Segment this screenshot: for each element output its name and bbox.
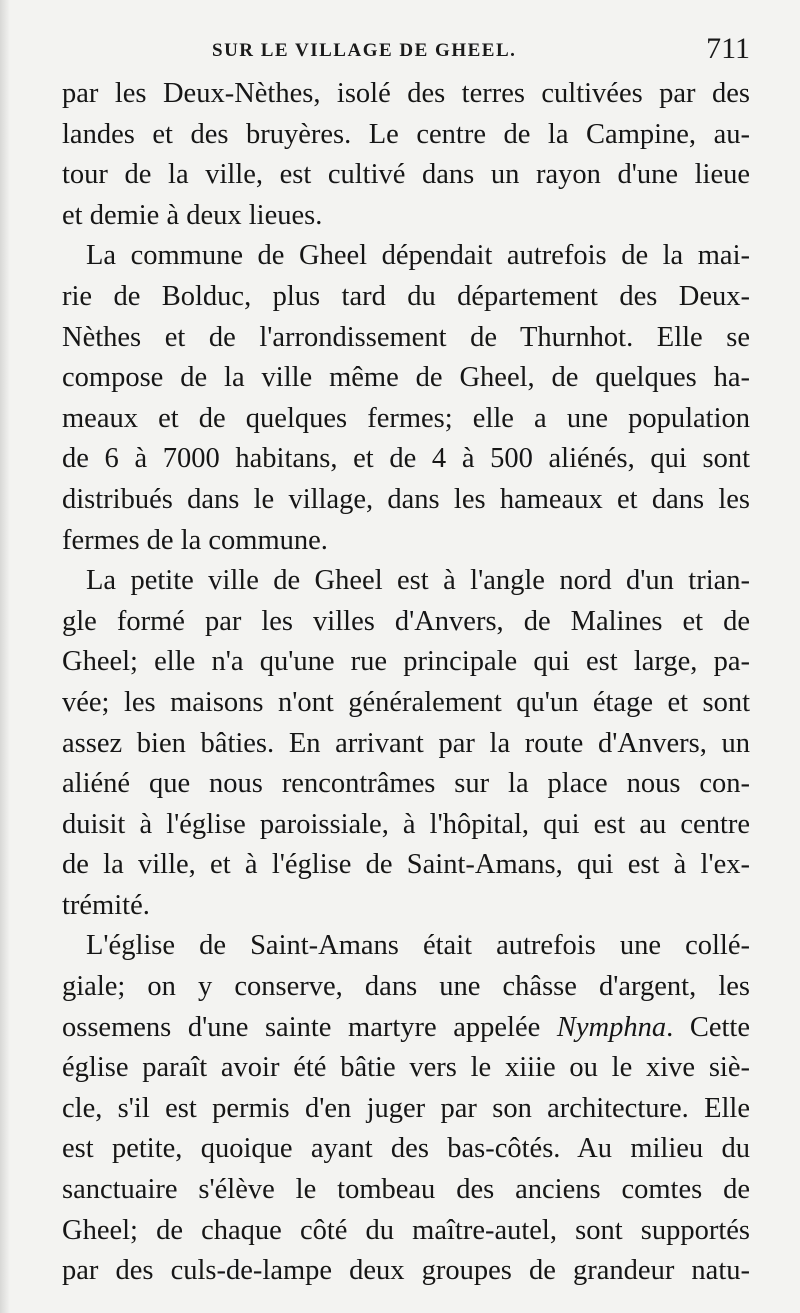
text-line: duisit à l'église paroissiale, à l'hôpital, qui est au centre xyxy=(62,808,750,840)
text-line: rie de Bolduc, plus tard du département des Deux- xyxy=(62,280,750,312)
text-line: landes et des bruyères. Le centre de la Campine, au- xyxy=(62,118,750,150)
text-line: par des culs-de-lampe deux groupes de grandeur natu- xyxy=(62,1255,750,1287)
text-line: L'église de Saint-Amans était autrefois une collé- xyxy=(86,930,750,962)
text-line: meaux et de quelques fermes; elle a une population xyxy=(62,402,750,434)
running-head xyxy=(62,30,750,70)
text-line: Gheel; elle n'a qu'une rue principale qui est large, pa- xyxy=(62,646,750,678)
text-line: fermes de la commune. xyxy=(62,524,328,556)
text-line: Gheel; de chaque côté du maître-autel, sont supportés xyxy=(62,1214,750,1246)
text-line: La commune de Gheel dépendait autrefois de la mai- xyxy=(86,240,750,272)
page-number: 711 xyxy=(706,32,750,65)
running-title: SUR LE VILLAGE DE GHEEL. xyxy=(212,40,517,61)
body-text xyxy=(62,74,750,1292)
text-line: assez bien bâties. En arrivant par la route d'Anvers, un xyxy=(62,727,750,759)
text-segment: ossemens d'une sainte martyre appelée xyxy=(62,1011,557,1043)
text-line-with-italic xyxy=(62,1008,750,1049)
paragraph-3 xyxy=(62,561,750,926)
text-line: église paraît avoir été bâtie vers le xiiie ou le xive siè- xyxy=(62,1052,750,1084)
paragraph-4 xyxy=(62,926,750,1291)
italic-name: Nymphna xyxy=(556,1011,667,1043)
text-line: par les Deux-Nèthes, isolé des terres cultivées par des xyxy=(62,78,750,109)
paragraph-2 xyxy=(62,236,750,561)
text-line: cle, s'il est permis d'en juger par son architecture. Elle xyxy=(62,1092,750,1124)
paragraph-1 xyxy=(62,74,750,236)
text-line: trémité. xyxy=(62,889,150,921)
text-line: de la ville, et à l'église de Saint-Amans, qui est à l'ex- xyxy=(62,849,750,881)
text-line: La petite ville de Gheel est à l'angle nord d'un trian- xyxy=(86,565,750,597)
text-line: vée; les maisons n'ont généralement qu'un étage et sont xyxy=(62,686,750,718)
text-line: et demie à deux lieues. xyxy=(62,199,323,231)
text-line: gle formé par les villes d'Anvers, de Malines et de xyxy=(62,605,750,637)
text-line: est petite, quoique ayant des bas-côtés. Au milieu du xyxy=(62,1133,750,1165)
text-line: compose de la ville même de Gheel, de quelques ha- xyxy=(62,362,750,394)
text-line: distribués dans le village, dans les hameaux et dans les xyxy=(62,483,750,515)
text-line: giale; on y conserve, dans une châsse d'argent, les xyxy=(62,971,750,1003)
text-line: de 6 à 7000 habitans, et de 4 à 500 aliénés, qui sont xyxy=(62,443,750,475)
text-line: sanctuaire s'élève le tombeau des anciens comtes de xyxy=(62,1174,750,1206)
text-segment: . Cette xyxy=(666,1011,750,1043)
text-line: aliéné que nous rencontrâmes sur la place nous con- xyxy=(62,768,750,800)
text-line: Nèthes et de l'arrondissement de Thurnhot. Elle se xyxy=(62,321,750,353)
text-line: tour de la ville, est cultivé dans un rayon d'une lieue xyxy=(62,159,750,191)
